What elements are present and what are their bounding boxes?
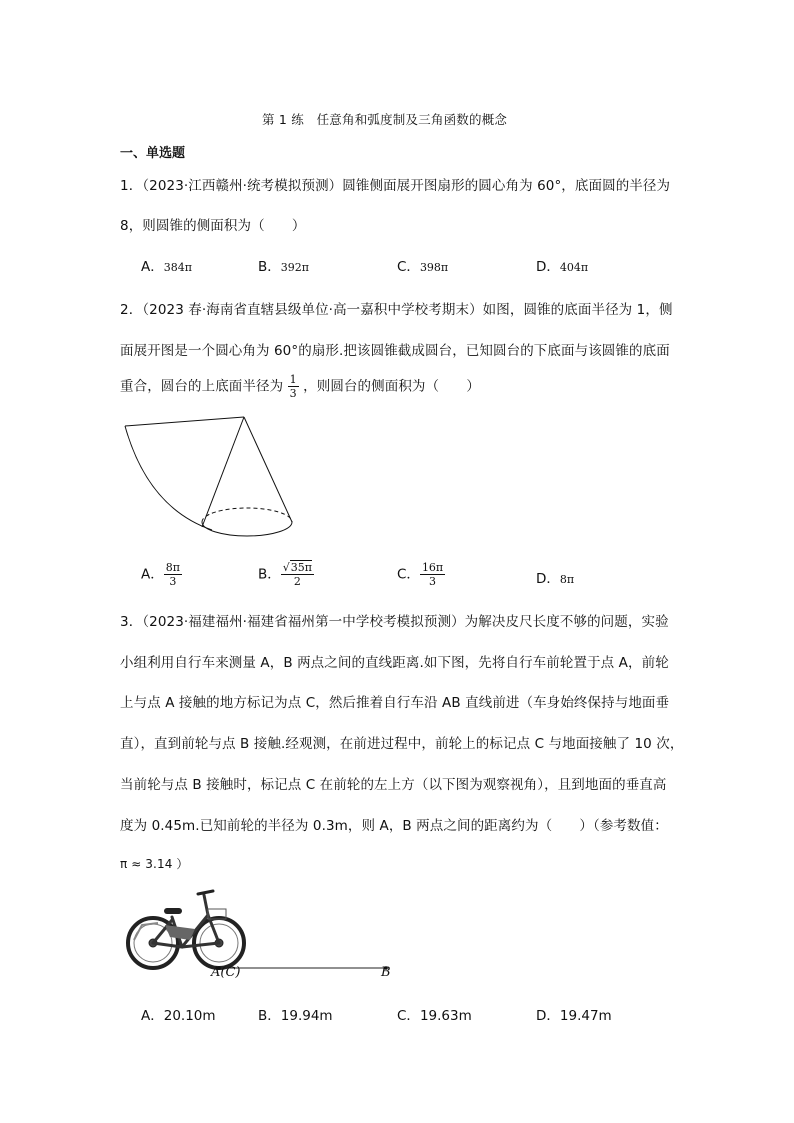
label-point-a-c: A(C) (211, 965, 241, 980)
q1-text-line-2: 8，则圆锥的侧面积为（ ） (120, 218, 306, 234)
bicycle-chain-guard (165, 925, 195, 940)
option-value: 8π (559, 573, 575, 586)
cone-sector-diagram (118, 410, 308, 545)
q3-text-line-2: 小组利用自行车来测量 A，B 两点之间的直线距离.如下图，先将自行车前轮置于点 A，前轮 (120, 655, 669, 671)
q1-option-c (397, 255, 448, 275)
q2-line3-prefix: 重合，圆台的上底面半径为 (120, 378, 284, 395)
option-label: D． (536, 259, 560, 275)
bicycle-diagram (120, 885, 400, 985)
fraction-denominator: 3 (169, 575, 177, 588)
bicycle-seat (164, 908, 182, 914)
option-label: D． (536, 571, 560, 587)
q2-text-line-3 (120, 373, 480, 400)
option-label: C． (397, 566, 420, 583)
option-label: A． (141, 259, 164, 275)
q2-line3-suffix: ，则圆台的侧面积为（ ） (303, 378, 480, 395)
q2-option-d (536, 567, 574, 587)
option-label: C． (397, 259, 420, 275)
option-label: B． (258, 259, 281, 275)
q2-text-line-2: 面展开图是一个圆心角为 60°的扇形.把该圆锥截成圆台，已知圆台的下底面与该圆锥的底面 (120, 343, 670, 359)
q3-option-c (397, 1004, 472, 1024)
option-value: 19.47m (559, 1008, 612, 1024)
q3-option-a (141, 1004, 216, 1024)
option-label: C． (397, 1008, 420, 1024)
page-title: 第 1 练 任意角和弧度制及三角函数的概念 (262, 112, 508, 127)
option-fraction (281, 561, 314, 588)
option-label: D． (536, 1008, 560, 1024)
q3-option-d (536, 1004, 612, 1024)
q3-option-b (258, 1004, 333, 1024)
q1-option-b (258, 255, 309, 275)
q2-option-a (141, 561, 182, 588)
fraction-one-third (288, 373, 299, 400)
fraction-numerator (281, 561, 314, 575)
sqrt-radicand: 35π (290, 561, 313, 574)
bicycle-handlebar (198, 891, 213, 894)
cone-right-slant (244, 417, 292, 522)
q3-text-line-4: 直），直到前轮与点 B 接触.经观测，在前进过程中，前轮上的标记点 C 与地面接触了 10 次， (120, 736, 684, 752)
sector-top-edge (125, 417, 244, 426)
sqrt-sign: √ (282, 561, 290, 574)
q3-text-line-3: 上与点 A 接触的地方标记为点 C，然后推着自行车沿 AB 直线前进（车身始终保持与地面垂 (120, 695, 670, 711)
option-value: 398π (419, 261, 449, 274)
fraction-numerator: 16π (421, 561, 444, 574)
option-value: 19.94m (280, 1008, 333, 1024)
option-value: 20.10m (163, 1008, 216, 1024)
option-fraction (420, 561, 445, 588)
q2-option-c (397, 561, 445, 588)
cone-base-back-dashed (202, 508, 292, 522)
q2-option-b (258, 561, 314, 588)
sector-arc (125, 426, 212, 530)
option-value: 392π (280, 261, 309, 274)
option-fraction (164, 561, 182, 588)
q1-option-d (536, 255, 588, 275)
q2-text-line-1: 2．（2023 春·海南省直辖县级单位·高一嘉积中学校考期末）如图，圆锥的底面半径为 1，侧 (120, 302, 673, 318)
q1-text-line-1: 1．（2023·江西赣州·统考模拟预测）圆锥侧面展开图扇形的圆心角为 60°，底面圆的半径为 (120, 178, 671, 194)
option-label: B． (258, 566, 281, 583)
section-heading: 一、单选题 (120, 146, 186, 161)
q1-option-a (141, 255, 192, 275)
label-point-b: B (381, 965, 391, 980)
fraction-numerator: 1 (289, 373, 297, 386)
option-value: 384π (163, 261, 192, 274)
option-label: A． (141, 1008, 164, 1024)
cone-base-front (202, 522, 292, 536)
q3-text-line-7: π ≈ 3.14 ） (120, 857, 189, 871)
q3-text-line-6: 度为 0.45m.已知前轮的半径为 0.3m，则 A，B 两点之间的距离约为（ ）（参考数值： (120, 818, 668, 834)
option-value: 19.63m (419, 1008, 472, 1024)
cone-left-slant (202, 417, 244, 527)
fraction-numerator: 8π (165, 561, 180, 574)
fraction-denominator: 3 (289, 387, 297, 400)
option-label: A． (141, 566, 164, 583)
q3-text-line-5: 当前轮与点 B 接触时，标记点 C 在前轮的左上方（以下图为观察视角），且到地面的垂直高 (120, 777, 667, 793)
option-label: B． (258, 1008, 281, 1024)
fraction-denominator: 2 (293, 575, 301, 588)
fraction-denominator: 3 (429, 575, 437, 588)
q3-text-line-1: 3．（2023·福建福州·福建省福州第一中学校考模拟预测）为解决皮尺长度不够的问题，实验 (120, 614, 669, 630)
option-value: 404π (559, 261, 589, 274)
